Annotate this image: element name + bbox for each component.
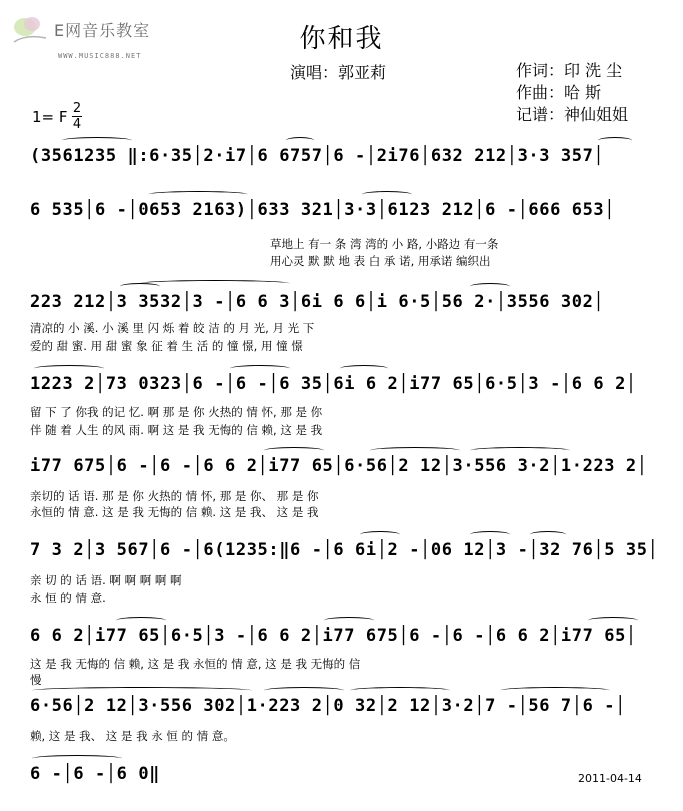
time-signature-bottom: 4 — [72, 117, 82, 132]
composer-credit: 作曲：哈 斯 — [516, 83, 602, 102]
song-title: 你和我 — [299, 24, 384, 54]
score-line-9: 6 -│6 -│6 0‖ — [30, 764, 161, 784]
slur-mark — [370, 447, 460, 454]
lyric-line-4b: 伴 随 着 人生 的风 雨. 啊 这 是 我 无悔的 信 赖, 这 是 我 — [30, 423, 323, 437]
slur-mark — [588, 617, 638, 624]
score-line-2: 6 535│6 -│0653 2163)│633 321│3·3│6123 212│6 -│666 653│ — [30, 200, 616, 220]
slur-mark — [598, 137, 632, 144]
lyric-line-5b: 永恒的 情 意. 这 是 我 无悔的 信 赖. 这 是 我、 这 是 我 — [30, 505, 319, 519]
slur-mark — [32, 687, 252, 694]
time-signature — [72, 102, 82, 131]
score-line-5: i77 675│6 -│6 -│6 6 2│i77 65│6·56│2 12│3·556 3·2│1·223 2│ — [30, 456, 648, 476]
score-line-7: 6 6 2│i77 65│6·5│3 -│6 6 2│i77 675│6 -│6 -│6 6 2│i77 65│ — [30, 626, 637, 646]
slur-mark — [62, 137, 132, 144]
lyric-line-7a: 这 是 我 无悔的 信 赖, 这 是 我 永恒的 情 意, 这 是 我 无悔的 信 — [30, 657, 361, 671]
lyric-line-4a: 留 下 了 你我 的记 忆. 啊 那 是 你 火热的 情 怀, 那 是 你 — [30, 405, 323, 419]
transcription-date: 2011-04-14 — [578, 772, 642, 785]
slur-mark — [340, 365, 388, 372]
lyric-line-6a: 亲 切 的 话 语. 啊 啊 啊 啊 啊 — [30, 573, 182, 587]
slur-mark — [362, 191, 412, 198]
slur-mark — [264, 447, 324, 454]
transcriber-credit: 记谱：神仙姐姐 — [516, 105, 629, 124]
score-line-6: 7 3 2│3 567│6 -│6(1235:‖6 -│6 6i│2 -│06 12│3 -│32 76│5 35│ — [30, 540, 659, 560]
time-signature-top: 2 — [72, 101, 82, 116]
lyric-line-6b: 永 恒 的 情 意. — [30, 591, 106, 605]
slur-mark — [264, 687, 344, 694]
key-signature: 1= F — [32, 108, 68, 126]
tie-mark — [360, 531, 400, 538]
tie-mark — [286, 137, 314, 144]
lyric-line-3b: 爱的 甜 蜜. 用 甜 蜜 象 征 着 生 活 的 憧 憬, 用 憧 憬 — [30, 339, 303, 353]
lyric-line-5a: 亲切的 话 语. 那 是 你 火热的 情 怀, 那 是 你、 那 是 你 — [30, 489, 319, 503]
slur-mark — [140, 280, 290, 287]
lyricist-credit: 作词：印 洗 尘 — [516, 61, 623, 80]
score-line-4: 1223 2│73 0323│6 -│6 -│6 35│6i 6 2│i77 65│6·5│3 -│6 6 2│ — [30, 374, 637, 394]
tie-mark — [230, 365, 290, 372]
lyric-line-2a: 草地上 有一 条 湾 湾的 小 路, 小路边 有一条 — [270, 237, 499, 251]
lyric-line-3a: 清凉的 小 溪. 小 溪 里 闪 烁 着 皎 洁 的 月 光, 月 光 下 — [30, 321, 315, 335]
singer-credit: 演唱：郭亚莉 — [290, 63, 387, 82]
tie-mark — [530, 531, 566, 538]
slur-mark — [32, 755, 122, 762]
logo-text: E网音乐教室 — [54, 21, 151, 40]
lyric-line-8a: 赖, 这 是 我、 这 是 我 永 恒 的 情 意。 — [30, 729, 235, 743]
score-line-1: (3561235 ‖:6·35│2·i7│6 6757│6 -│2i76│632 212│3·3 357│ — [30, 146, 605, 166]
score-line-8: 6·56│2 12│3·556 302│1·223 2│0 32│2 12│3·2│7 -│56 7│6 -│ — [30, 696, 626, 716]
lyric-line-2b: 用心灵 默 默 地 表 白 承 诺, 用承诺 编织出 — [270, 254, 491, 268]
tie-mark — [470, 283, 510, 290]
lyric-line-7b: 慢 — [30, 673, 42, 687]
slur-mark — [500, 687, 610, 694]
slur-mark — [470, 447, 570, 454]
tie-mark — [470, 531, 510, 538]
slur-mark — [324, 617, 374, 624]
slur-mark — [350, 687, 450, 694]
slur-mark — [148, 191, 248, 198]
slur-mark — [34, 365, 104, 372]
logo-url: WWW.MUSIC888.NET — [58, 52, 142, 60]
slur-mark — [116, 617, 166, 624]
score-line-3: 223 212│3 3532│3 -│6 6 3│6i 6 6│i 6·5│56 2·│3556 302│ — [30, 292, 605, 312]
